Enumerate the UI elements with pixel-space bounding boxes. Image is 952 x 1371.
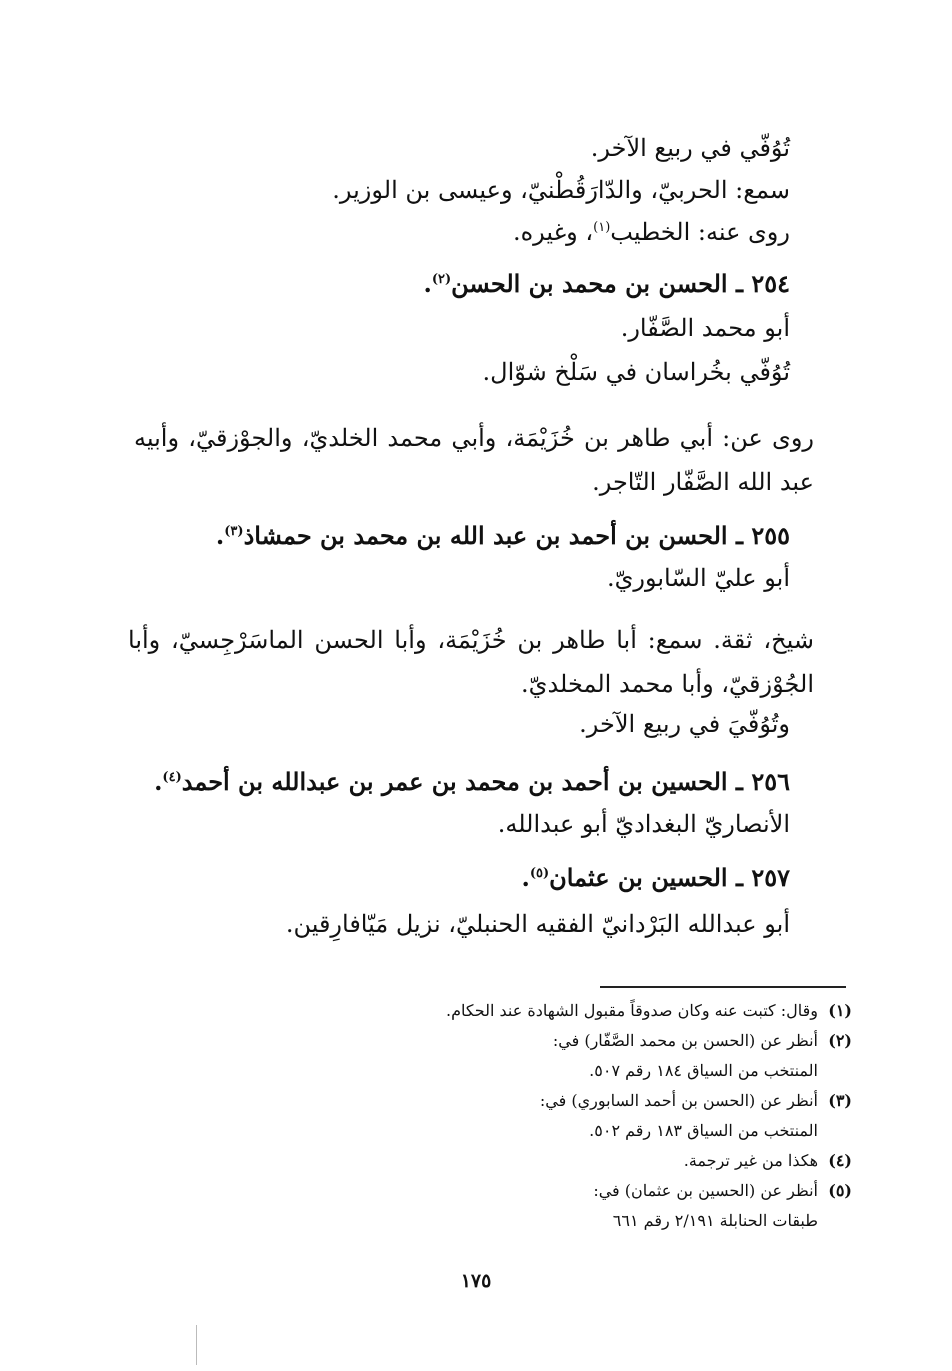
footnote-text: هكذا من غير ترجمة. [683, 1151, 818, 1170]
entry-heading-254 [423, 264, 790, 304]
entry-heading-255 [216, 516, 790, 556]
footnote-text: أنظر عن (الحسن بن أحمد السابوري) في: [539, 1091, 818, 1110]
text-line: الأنصاريّ البغداديّ أبو عبدالله. [497, 810, 790, 838]
footnote-separator [600, 986, 846, 988]
entry-heading-256 [154, 762, 790, 802]
entry-title-end: . [154, 767, 163, 796]
footnote-1 [446, 996, 852, 1026]
footnote-5-cont: طبقات الحنابلة ٢/١٩١ رقم ٦٦١ [612, 1211, 818, 1230]
footnote-number: (٢) [828, 1031, 852, 1050]
footnote-number: (٤) [828, 1151, 852, 1170]
footnote-number: (٣) [828, 1091, 852, 1110]
text-line: أبو عبدالله البَرْدانيّ الفقيه الحنبليّ، نزيل مَيّافارِقين. [285, 910, 790, 938]
footnote-text: أنظر عن (الحسن بن محمد الصَّفّار) في: [552, 1031, 818, 1050]
text-line: وتُوُفّيَ في ربيع الآخر. [579, 710, 790, 738]
footnote-2-cont: المنتخب من السياق ١٨٤ رقم ٥٠٧. [589, 1061, 818, 1080]
footnote-5 [593, 1176, 852, 1206]
footnote-ref[interactable]: (٢) [431, 272, 452, 287]
footnote-3 [540, 1086, 852, 1116]
text-line: سمع: الحربيّ، والدّارَقُطْنيّ، وعيسى بن الوزير. [332, 176, 790, 204]
entry-title-end: . [521, 863, 530, 892]
text-line: تُوُفّي في ربيع الآخر. [590, 134, 790, 162]
footnote-text: وقال: كتبت عنه وكان صدوقاً مقبول الشهادة عند الحكام. [446, 1001, 818, 1020]
footnote-2 [553, 1026, 852, 1056]
text-line: أبو محمد الصَّفّار. [620, 314, 790, 342]
footnote-ref[interactable]: (١) [593, 220, 611, 235]
footnote-ref[interactable]: (٣) [224, 524, 244, 539]
footnote-ref[interactable]: (٥) [529, 866, 550, 881]
entry-title: ٢٥٧ ـ الحسين بن عثمان [549, 863, 790, 892]
footnote-4 [684, 1146, 852, 1176]
entry-heading-257 [522, 858, 791, 898]
footnote-number: (١) [828, 1001, 852, 1020]
entry-title: ٢٥٦ ـ الحسين بن أحمد بن محمد بن عمر بن عبدالله بن أحمد [181, 767, 790, 796]
text-segment: روى عنه: الخطيب [610, 218, 790, 246]
entry-title-end: . [215, 521, 225, 550]
footnote-text: أنظر عن (الحسين بن عثمان) في: [593, 1181, 818, 1200]
page-number: ١٧٥ [460, 1270, 492, 1292]
text-paragraph: شيخ، ثقة. سمع: أبا طاهر بن خُزَيْمَة، وأبا الحسن الماسَرْجِسيّ، وأبا الجُوْزقيّ، وأبا محمد المخلديّ. [128, 626, 814, 698]
text-line: تُوُفّي بخُراسان في سَلْخ شوّال. [482, 358, 790, 386]
text-segment: ، وغيره. [512, 218, 594, 246]
entry-title-end: . [423, 269, 432, 298]
text-line [513, 212, 790, 252]
footnote-ref[interactable]: (٤) [162, 770, 182, 785]
entry-title: ٢٥٤ ـ الحسن بن محمد بن الحسن [451, 269, 790, 298]
scan-edge-mark [196, 1325, 197, 1365]
entry-title: ٢٥٥ ـ الحسن بن أحمد بن عبد الله بن محمد بن حمشاذ [243, 521, 790, 550]
text-paragraph: روى عن: أبي طاهر بن خُزَيْمَة، وأبي محمد الخلديّ، والجوْزقيّ، وأبيه عبد الله الصَّفّار التّاجر. [134, 424, 814, 496]
text-line: أبو عليّ السّابوريّ. [606, 564, 790, 592]
footnote-number: (٥) [828, 1181, 852, 1200]
footnote-3-cont: المنتخب من السياق ١٨٣ رقم ٥٠٢. [589, 1121, 818, 1140]
